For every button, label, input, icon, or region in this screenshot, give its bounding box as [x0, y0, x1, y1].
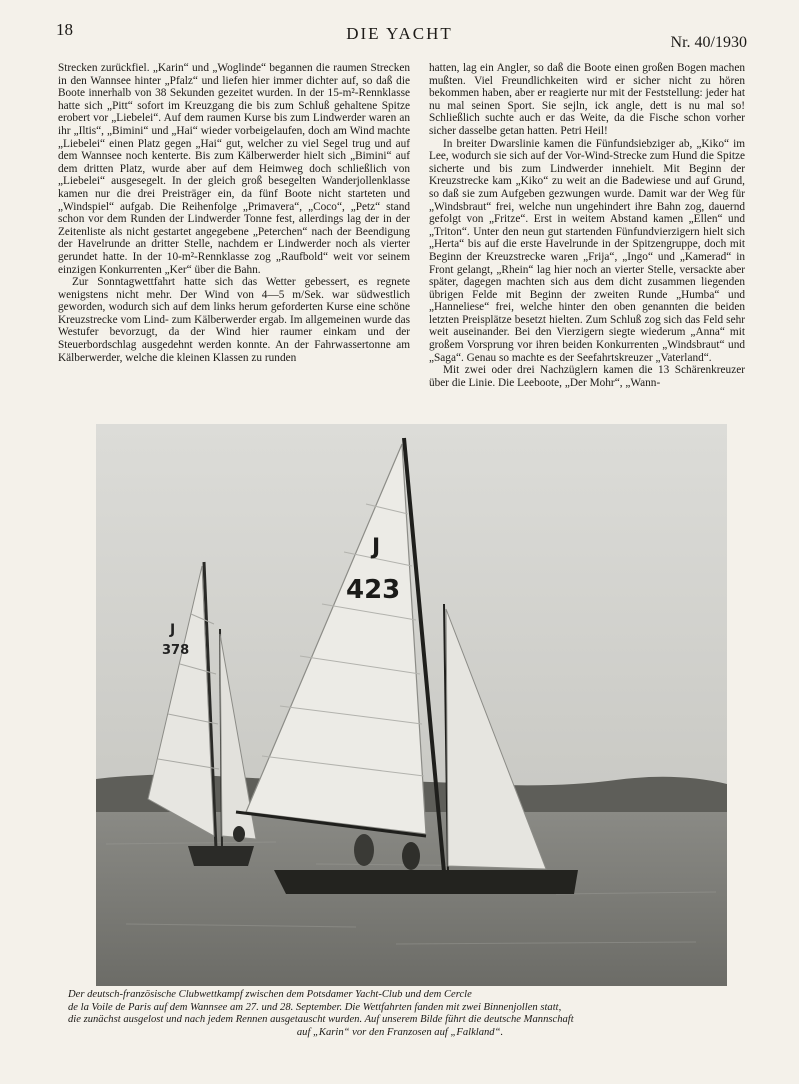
paragraph: Mit zwei oder drei Nachzüglern kamen die 13 Schärenkreuzer über die Linie. Die Leeboote, „Der Mohr“, „Wann-: [429, 364, 745, 389]
rear-sail-letter: J: [170, 622, 176, 638]
article-left-column: [58, 62, 410, 364]
paragraph: Strecken zurückfiel. „Karin“ und „Woglinde“ begannen die raumen Strecken in den Wannsee hinter „Pfalz“ und liefen hier immer dichter auf, so daß die Boote innerhalb von 38 Sekunden gezeitet wurden. In der 15-m²-Rennklasse hatte sich „Pitt“ sofort im Kreuzgang die bis zum Schluß gehaltene Spitze erobert vor „Liebelei“. Auf dem raumen Kurse bis zum Lindwerder waren an ihr „Iltis“, „Bimini“ und „Hai“ wieder vorbeigelaufen, doch am Wind machte „Liebelei“ einen Platz gegen „Hai“ gut, welcher zu viel Segel trug und auf dem Wannsee noch kenterte. Bis zum Kälberwerder hielt sich „Bimini“ auf dem dritten Platz, wurde aber auf dem Heimweg doch schließlich von „Liebelei“ ausgesegelt. In der gleich groß besegelten Wanderjollenklasse kamen nur die drei Preisträger ein, da fünf Boote nicht starteten und „Windspiel“ aufgab. Die Reihenfolge „Primavera“, „Coco“, „Petz“ stand schon vor dem Runden der Lindwerder Tonne fest, allerdings lag der in der Zeitenliste als nicht gestartet angegebene „Peterchen“ nach der Beendigung der Havelrunde an dritter Stelle, nachdem er Lindwerder noch als vierter gerundet hatte. In der 10-m²-Rennklasse zog „Raufbold“ weit vor seinem einzigen Konkurrenten „Ker“ über die Bahn.: [58, 62, 410, 276]
front-sail-number: 423: [346, 575, 401, 605]
paragraph: hatten, lag ein Angler, so daß die Boote einen großen Bogen machen mußten. Viel Freundlichkeiten wird er sicher nicht zu hören bekommen haben, aber er reagierte nur mit der Feststellung: jeder hat nu mal seinen Sport. Sie sejln, ick angle, dett is nu mal so! Schließlich suchte auch er das Weite, da die Fische schon vorher sicher dasselbe getan hatten. Petri Heil!: [429, 62, 745, 137]
paragraph: In breiter Dwarslinie kamen die Fünfundsiebziger ab, „Kiko“ im Lee, wodurch sie sich auf der Vor-Wind-Strecke zum Hund die Spitze sicherte und bis zum Lindwerder innehielt. Mit Beginn der Kreuzstrecke kam „Kiko“ zu weit an die Badewiese und auf Grund, so daß sie zum Aufgeben gezwungen wurde. Damit war der Weg für „Windsbraut“ frei, welche nun ungehindert ihre Bahn zog, dauernd gefolgt von „Fritze“. Erst in weitem Abstand kamen „Ellen“ und „Triton“. Unter den neun gut startenden Fünfundvierzigern hielt sich „Herta“ bis auf die erste Havelrunde in der Spitzengruppe, doch mit Beginn der Kreuzstrecke waren „Frija“, „Ingo“ und „Kamerad“ in Front gelangt, „Rhein“ lag hier noch an vierter Stelle, versackte aber später, dagegen machten sich aus dem dicht zusammen liegenden übrigen Felde mit Beginn der zweiten Runde „Humba“ und „Hanneliese“ frei, welche hinter den oben genannten die beiden letzten Preisplätze besetzt hielten. Zum Schluß zog sich das Feld sehr weit auseinander. Bei den Vierzigern siegte wiederum „Anna“ mit großem Vorsprung vor ihren beiden Konkurrenten „Windsbraut“ und „Saga“. Genau so machte es der Seefahrtskreuzer „Vaterland“.: [429, 137, 745, 364]
sailing-photo: [96, 424, 727, 986]
paragraph: Zur Sonntagwettfahrt hatte sich das Wetter gebessert, es regnete wenigstens nicht mehr. Der Wind von 4—5 m/Sek. war südwestlich geworden, wodurch sich auf dem links herum geforderten Kurse eine schöne Kreuzstrecke vom Lind- zum Kälberwerder ergab. Im allgemeinen wurde das Westufer bevorzugt, da der Wind hier raumer einkam und der Steuerbordschlag ausgedehnt werden konnte. An der Fahrwassertonne am Kälberwerder, welche die kleinen Klassen zu runden: [58, 276, 410, 364]
page-number: 18: [56, 20, 73, 39]
issue-number: Nr. 40/1930: [670, 34, 747, 51]
caption-line: Der deutsch-französische Clubwettkampf zwischen dem Potsdamer Yacht-Club und dem Cercle: [68, 989, 472, 1000]
water: [96, 812, 727, 986]
caption-line: die zunächst ausgelost und nach jedem Rennen ausgetauscht wurden. Auf unserem Bilde führt die deutsche Mannschaft: [68, 1014, 574, 1026]
sailboats-illustration: [96, 424, 727, 986]
caption-line: de la Voile de Paris auf dem Wannsee am 27. und 28. September. Die Wettfahrten fanden mit zwei Binnenjollen statt,: [68, 1001, 562, 1013]
caption-line: auf „Karin“ vor den Franzosen auf „Falkland“.: [296, 1026, 504, 1038]
article-right-column: [429, 62, 745, 389]
rear-sail-number: 378: [162, 643, 190, 658]
page-header: [0, 0, 799, 60]
magazine-title: DIE YACHT: [346, 24, 453, 43]
front-sail-letter: J: [372, 535, 381, 560]
photo-caption: [68, 989, 732, 1039]
